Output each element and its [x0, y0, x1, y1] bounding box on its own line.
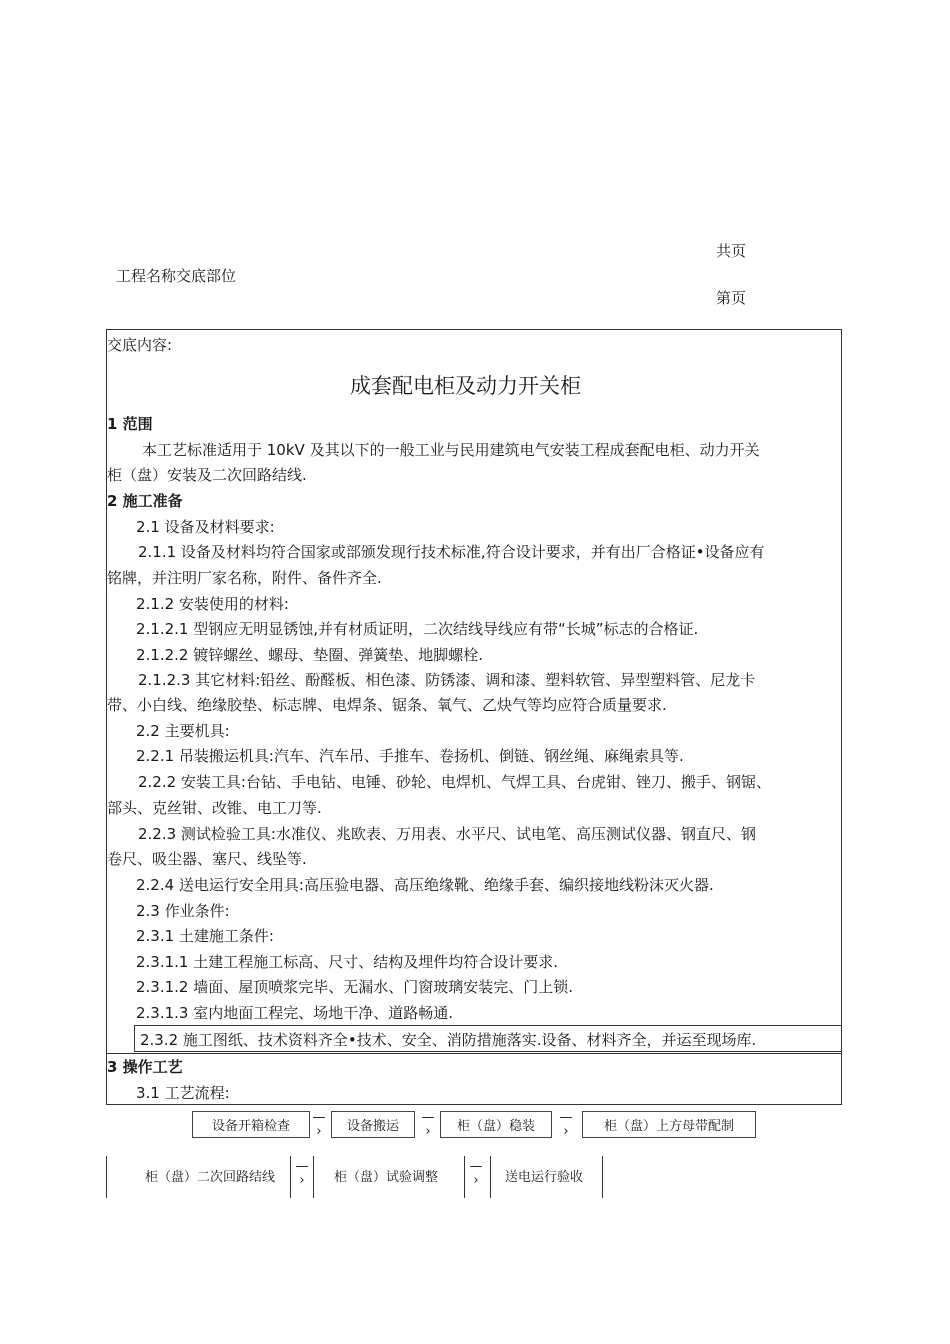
flow-step-box: 柜（盘）稳装: [440, 1111, 552, 1138]
paragraph-line: 铭牌，并注明厂家名称，附件、备件齐全.: [107, 569, 382, 587]
paragraph-line: 带、小白线、绝缘胶垫、标志牌、电焊条、锯条、氧气、乙炔气等均应符合质量要求.: [107, 696, 667, 714]
flow-arrow-icon: — ›: [295, 1159, 309, 1188]
content-label: 交底内容:: [107, 336, 173, 354]
document-title: 成套配电柜及动力开关柜: [350, 374, 581, 398]
project-name-label: 工程名称交底部位: [116, 267, 237, 285]
paragraph-line: 2.1.2.3 其它材料:铅丝、酚醛板、相色漆、防锈漆、调和漆、塑料软管、异型塑料管、尼龙卡: [138, 671, 756, 689]
paragraph-line: 2.2 主要机具:: [136, 722, 230, 740]
flow-arrow-icon: — ›: [312, 1110, 326, 1139]
section-heading: 1 范围: [107, 415, 153, 433]
paragraph-line: 3.1 工艺流程:: [136, 1084, 230, 1102]
paragraph-line: 2.1.2 安装使用的材料:: [136, 595, 289, 613]
paragraph-line: 2.3 作业条件:: [136, 902, 230, 920]
flow-step-box: 柜（盘）二次回路结线: [145, 1170, 276, 1185]
paragraph-line: 部头、克丝钳、改锥、电工刀等.: [107, 799, 322, 817]
paragraph-line: 2.3.1.3 室内地面工程完、场地干净、道路畅通.: [136, 1004, 454, 1022]
page-number-label: 第页: [716, 289, 747, 307]
paragraph-line: 2.2.1 吊装搬运机具:汽车、汽车吊、手推车、卷扬机、倒链、钢丝绳、麻绳索具等.: [136, 747, 684, 765]
paragraph-line: 2.1.2.2 镀锌螺丝、螺母、垫圈、弹簧垫、地脚螺栓.: [136, 646, 484, 664]
section-heading: 3 操作工艺: [107, 1058, 183, 1076]
paragraph-line: 柜（盘）安装及二次回路结线.: [107, 466, 307, 484]
flow-step-box: 柜（盘）上方母带配制: [582, 1111, 756, 1138]
paragraph-line: 2.1.2.1 型钢应无明显锈蚀,并有材质证明，二次结线导线应有带“长城”标志的合格证.: [136, 620, 699, 638]
paragraph-line: 2.3.1 土建施工条件:: [136, 927, 274, 945]
flow-step-box: 设备搬运: [331, 1111, 415, 1138]
flow-step-box: 设备开箱检查: [192, 1111, 310, 1138]
paragraph-line: 卷尺、吸尘器、塞尺、线坠等.: [107, 850, 307, 868]
paragraph-line: 2.2.3 测试检验工具:水准仪、兆欧表、万用表、水平尺、试电笔、高压测试仪器、钢直尺、钢: [138, 825, 756, 843]
flow-arrow-icon: — ›: [421, 1110, 435, 1139]
paragraph-line: 本工艺标准适用于 10kV 及其以下的一般工业与民用建筑电气安装工程成套配电柜、动力开关: [142, 441, 760, 459]
flow-step-box: 柜（盘）试验调整: [334, 1170, 439, 1185]
paragraph-line: 2.3.2 施工图纸、技术资料齐全•技术、安全、消防措施落实.设备、材料齐全，并运至现场库.: [140, 1031, 757, 1049]
total-pages-label: 共页: [716, 242, 747, 260]
paragraph-line: 2.2.4 送电运行安全用具:高压验电器、高压绝缘靴、绝缘手套、编织接地线粉沫灭火器.: [136, 876, 714, 894]
paragraph-line: 2.1 设备及材料要求:: [136, 518, 275, 536]
paragraph-line: 2.3.1.1 土建工程施工标高、尺寸、结构及埋件均符合设计要求.: [136, 953, 559, 971]
paragraph-line: 2.3.1.2 墙面、屋顶喷浆完毕、无漏水、门窗玻璃安装完、门上锁.: [136, 978, 574, 996]
section-heading: 2 施工准备: [107, 492, 183, 510]
flow-arrow-icon: — ›: [469, 1159, 483, 1188]
flow-step-box: 送电运行验收: [505, 1170, 584, 1185]
flow-arrow-icon: — ›: [559, 1110, 573, 1139]
paragraph-line: 2.1.1 设备及材料均符合国家或部颁发现行技术标准,符合设计要求，并有出厂合格证•设备应有: [138, 543, 765, 561]
paragraph-line: 2.2.2 安装工具:台钻、手电钻、电锤、砂轮、电焊机、气焊工具、台虎钳、锉刀、搬手、钢锯、: [138, 773, 771, 791]
